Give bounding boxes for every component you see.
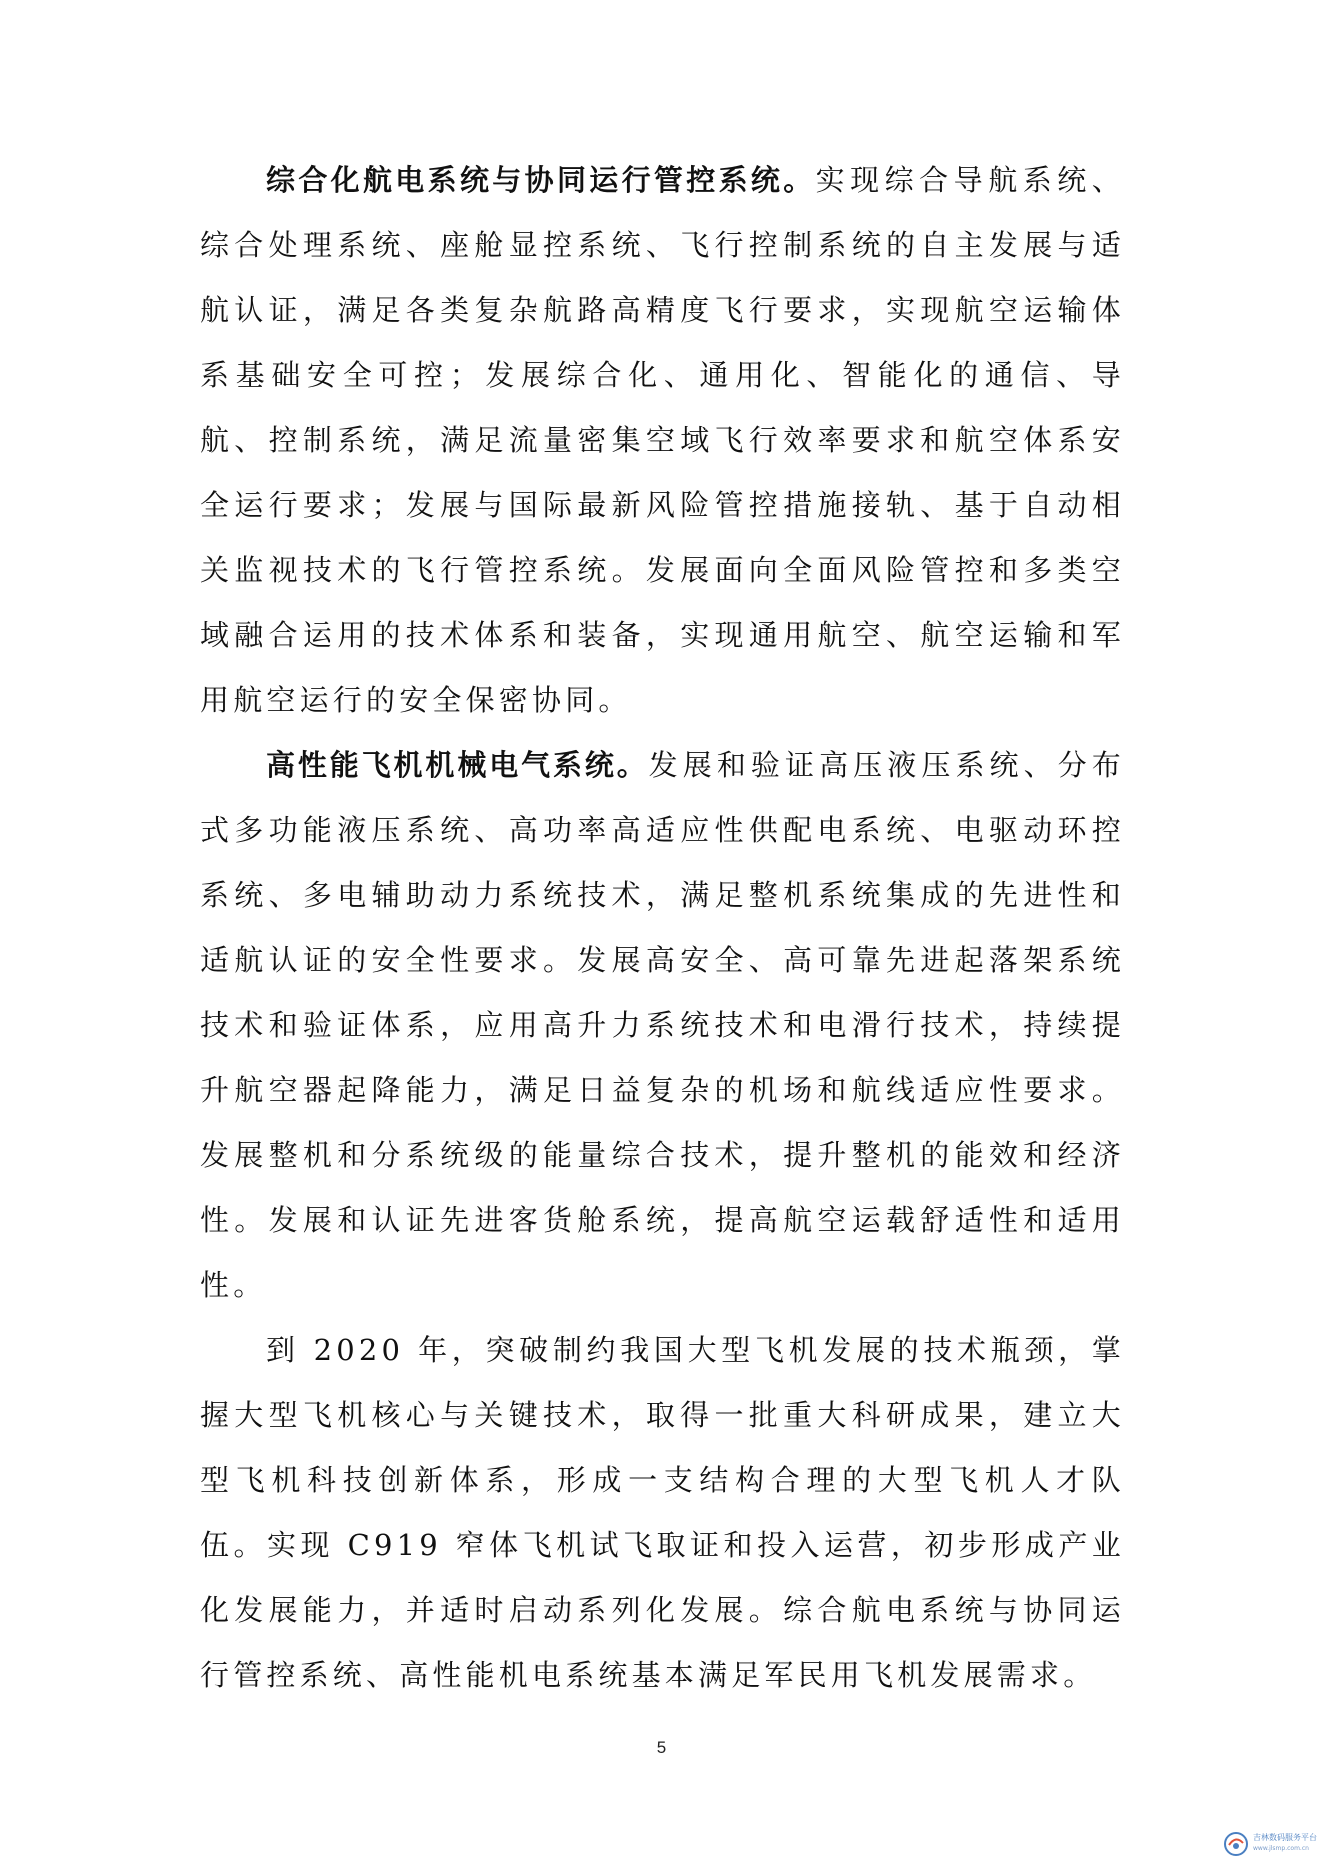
watermark-text: 吉林数码服务平台 (1253, 1833, 1317, 1842)
paragraph-text: 发展和验证高压液压系统、分布式多功能液压系统、高功率高适应性供配电系统、电驱动环控系统、多电辅助动力系统技术，满足整机系统集成的先进性和适航认证的安全性要求。发展高安全、高可靠先进起落架系统技术和验证体系，应用高升力系统技术和电滑行技术，持续提升航空器起降能力，满足日益复杂的机场和航线适应性要求。发展整机和分系统级的能量综合技术，提升整机的能效和经济性。发展和认证先进客货舱系统，提高航空运载舒适性和适用性。 (200, 748, 1125, 1302)
paragraph-text: 实现综合导航系统、综合处理系统、座舱显控系统、飞行控制系统的自主发展与适航认证，满足各类复杂航路高精度飞行要求，实现航空运输体系基础安全可控；发展综合化、通用化、智能化的通信、导航、控制系统，满足流量密集空域飞行效率要求和航空体系安全运行要求；发展与国际最新风险管控措施接轨、基于自动相关监视技术的飞行管控系统。发展面向全面风险管控和多类空域融合运用的技术体系和装备，实现通用航空、航空运输和军用航空运行的安全保密协同。 (200, 163, 1125, 717)
paragraph-goals-2020 (200, 1318, 1125, 1708)
document-body (200, 148, 1125, 1708)
page-number: 5 (656, 1738, 667, 1757)
paragraph-lead: 综合化航电系统与协同运行管控系统。 (266, 163, 816, 197)
watermark-url: www.jlsmp.com.cn (1253, 1845, 1309, 1852)
platform-logo-icon (1223, 1831, 1249, 1857)
paragraph-lead: 高性能飞机机械电气系统。 (266, 748, 649, 782)
paragraph-text: 到 2020 年，突破制约我国大型飞机发展的技术瓶颈，掌握大型飞机核心与关键技术，取得一批重大科研成果，建立大型飞机科技创新体系，形成一支结构合理的大型飞机人才队伍。实现 C919 窄体飞机试飞取证和投入运营，初步形成产业化发展能力，并适时启动系列化发展。综合航电系统与协同运行管控系统、高性能机电系统基本满足军民用飞机发展需求。 (200, 1333, 1125, 1692)
paragraph-avionics (200, 148, 1125, 733)
paragraph-electromechanical (200, 733, 1125, 1318)
watermark (1223, 1831, 1315, 1859)
